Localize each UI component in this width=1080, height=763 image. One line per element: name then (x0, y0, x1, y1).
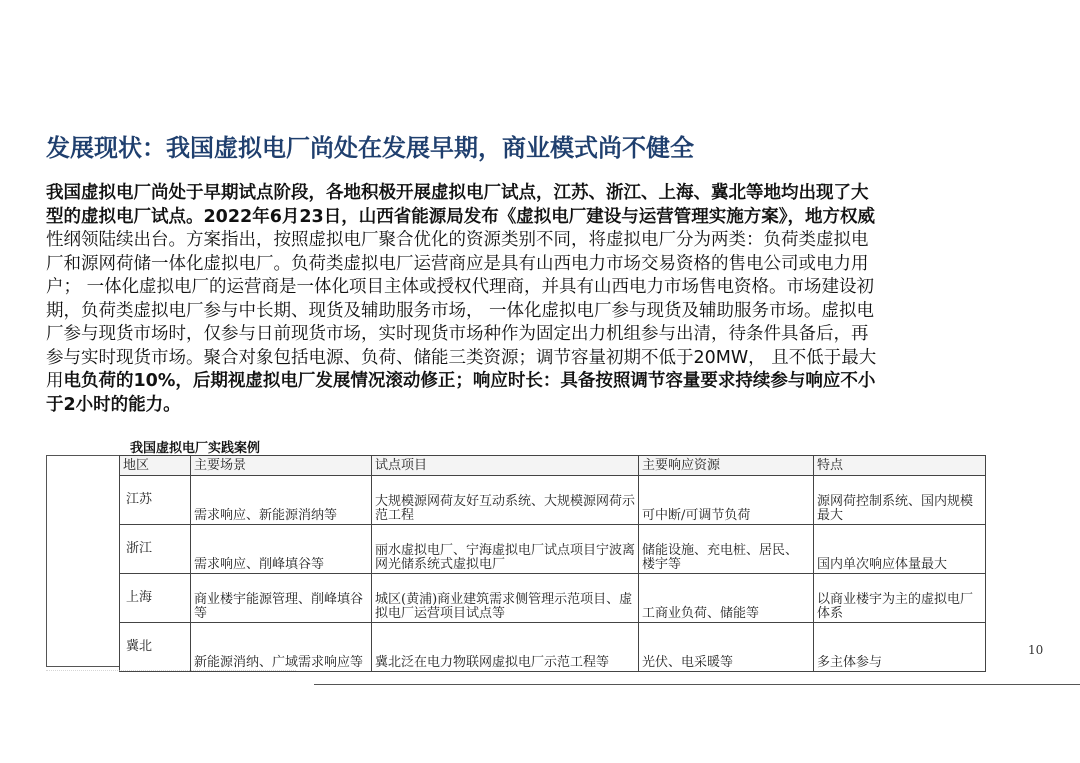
source-note-divider (46, 670, 296, 677)
scene-cell: 需求响应、削峰填谷等 (191, 525, 372, 574)
header-cell: 主要场景 (191, 456, 372, 476)
paragraph-line: 型的虚拟电厂试点。2022年6月23日，山西省能源局发布《虚拟电厂建设与运营管理实施方案》，地方权威 (46, 206, 875, 227)
paragraph-line: 户； 一体化虚拟电厂的运营商是一体化项目主体或授权代理商，并具有山西电力市场售电资格。市场建设初 (46, 277, 875, 297)
resource-cell: 可中断/可调节负荷 (639, 476, 814, 525)
table-row (120, 476, 986, 525)
scene-cell: 需求响应、新能源消纳等 (191, 476, 372, 525)
page-title: 发展现状：我国虚拟电厂尚处在发展早期，商业模式尚不健全 (46, 134, 694, 162)
region-cell: 江苏 (120, 476, 191, 525)
practice-cases-table (119, 455, 986, 672)
resource-cell: 储能设施、充电桩、居民、楼宇等 (639, 525, 814, 574)
paragraph-line: 于2小时的能力。 (46, 394, 181, 415)
header-cell: 地区 (120, 456, 191, 476)
region-cell: 浙江 (120, 525, 191, 574)
resource-cell: 工商业负荷、储能等 (639, 574, 814, 623)
region-cell: 上海 (120, 574, 191, 623)
table-row (120, 574, 986, 623)
header-cell: 主要响应资源 (639, 456, 814, 476)
project-cell: 大规模源网荷友好互动系统、大规模源网荷示范工程 (372, 476, 639, 525)
paragraph-line: 期，负荷类虚拟电厂参与中长期、现货及辅助服务市场， 一体化虚拟电厂参与现货及辅助服务市场。虚拟电 (46, 300, 875, 321)
project-cell: 丽水虚拟电厂、宁海虚拟电厂试点项目宁波离网光储系统式虚拟电厂 (372, 525, 639, 574)
paragraph-line: 性纲领陆续出台。方案指出，按照虚拟电厂聚合优化的资源类别不同，将虚拟电厂分为两类：负荷类虚拟电 (46, 230, 869, 250)
project-cell: 冀北泛在电力物联网虚拟电厂示范工程等 (372, 623, 639, 672)
table-row (120, 525, 986, 574)
paragraph-line: 参与实时现货市场。聚合对象包括电源、负荷、储能三类资源；调节容量初期不低于20MW， 且不低于最大 (46, 347, 877, 368)
resource-cell: 光伏、电采暖等 (639, 623, 814, 672)
paragraph-bold-text: 电负荷的10%，后期视虚拟电厂发展情况滚动修正；响应时长：具备按照调节容量要求持续参与响应不小 (63, 371, 876, 391)
scene-cell: 新能源消纳、广域需求响应等 (191, 623, 372, 672)
header-cell: 特点 (814, 456, 986, 476)
feature-cell: 以商业楼宇为主的虚拟电厂体系 (814, 574, 986, 623)
table-caption: 我国虚拟电厂实践案例 (130, 441, 261, 456)
table-row (120, 623, 986, 672)
feature-cell: 多主体参与 (814, 623, 986, 672)
feature-cell: 源网荷控制系统、国内规模最大 (814, 476, 986, 525)
paragraph-line: 我国虚拟电厂尚处于早期试点阶段，各地积极开展虚拟电厂试点，江苏、浙江、上海、冀北等地均出现了大 (46, 183, 869, 203)
feature-cell: 国内单次响应体量最大 (814, 525, 986, 574)
paragraph-text: 用 (46, 371, 64, 391)
scene-cell: 商业楼宇能源管理、削峰填谷等 (191, 574, 372, 623)
page-number: 10 (1028, 643, 1044, 657)
header-cell: 试点项目 (372, 456, 639, 476)
bottom-divider (314, 684, 1080, 685)
paragraph-line: 厂参与现货市场时，仅参与日前现货市场，实时现货市场种作为固定出力机组参与出清，待条件具备后，再 (46, 324, 869, 344)
table-left-margin (46, 455, 119, 667)
paragraph-line: 厂和源网荷储一体化虚拟电厂。负荷类虚拟电厂运营商应是具有山西电力市场交易资格的售电公司或电力用 (46, 253, 869, 274)
body-paragraph (46, 182, 1002, 417)
region-cell: 冀北 (120, 623, 191, 672)
table-header-row (120, 456, 986, 476)
project-cell: 城区(黄浦)商业建筑需求侧管理示范项目、虚拟电厂运营项目试点等 (372, 574, 639, 623)
paragraph-line (46, 370, 1002, 394)
